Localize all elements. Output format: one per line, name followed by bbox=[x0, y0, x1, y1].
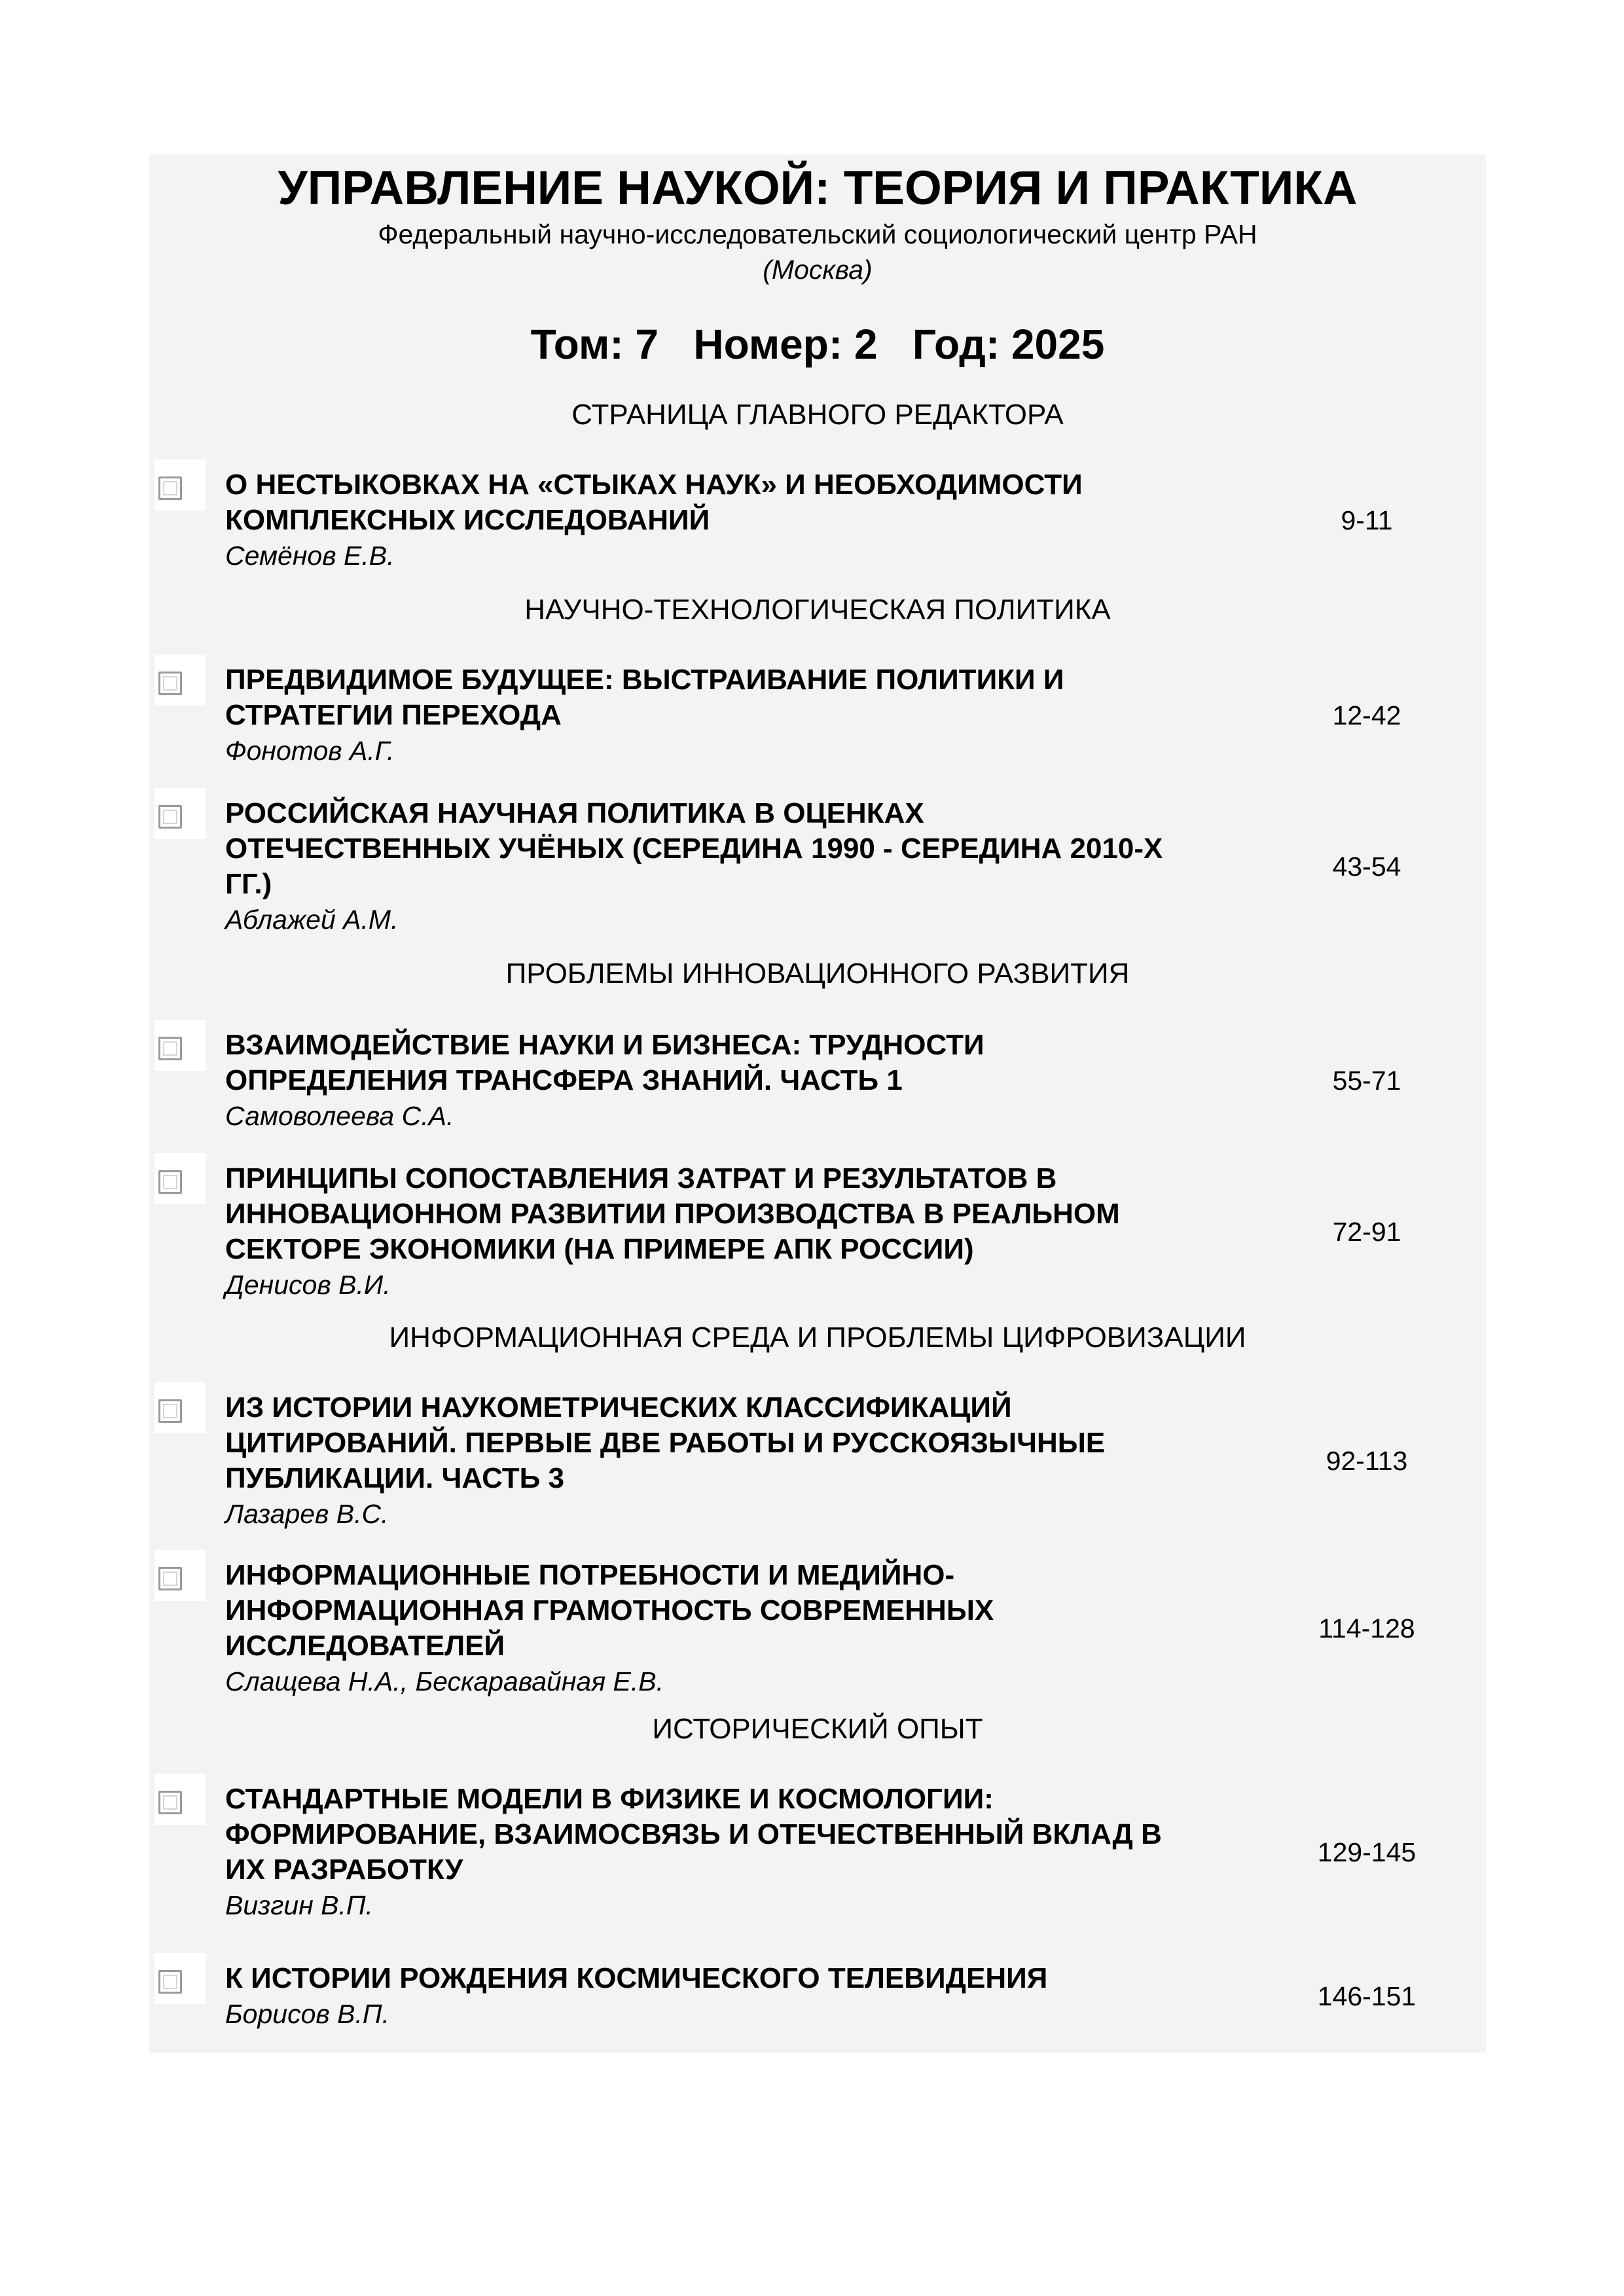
article-pages: 92-113 bbox=[1326, 1446, 1408, 1476]
article-title-line[interactable]: ВЗАИМОДЕЙСТВИЕ НАУКИ И БИЗНЕСА: ТРУДНОСТИ bbox=[225, 1029, 984, 1061]
issue-info: Том: 7 Номер: 2 Год: 2025 bbox=[530, 321, 1105, 368]
section-heading: СТРАНИЦА ГЛАВНОГО РЕДАКТОРА bbox=[571, 399, 1064, 431]
publisher: Федеральный научно-исследовательский социологический центр РАН bbox=[378, 219, 1257, 249]
article-authors: Семёнов Е.В. bbox=[225, 541, 395, 571]
article-title-line[interactable]: СТАНДАРТНЫЕ МОДЕЛИ В ФИЗИКЕ И КОСМОЛОГИИ: bbox=[225, 1783, 994, 1815]
article-pages: 129-145 bbox=[1317, 1837, 1416, 1867]
article-authors: Слащева Н.А., Бескаравайная Е.В. bbox=[225, 1666, 664, 1696]
article-title-line[interactable]: СТРАТЕГИИ ПЕРЕХОДА bbox=[225, 699, 562, 731]
article-select-checkbox[interactable] bbox=[158, 672, 182, 695]
article-title-line[interactable]: ИССЛЕДОВАТЕЛЕЙ bbox=[225, 1630, 505, 1662]
article-authors: Самоволеева С.А. bbox=[225, 1101, 454, 1131]
article-select-checkbox[interactable] bbox=[158, 1399, 182, 1423]
article-title-line[interactable]: РОССИЙСКАЯ НАУЧНАЯ ПОЛИТИКА В ОЦЕНКАХ bbox=[225, 797, 924, 829]
article-pages: 146-151 bbox=[1317, 1981, 1416, 2011]
article-pages: 43-54 bbox=[1332, 852, 1401, 882]
article-pages: 12-42 bbox=[1332, 700, 1401, 730]
article-title-line[interactable]: ЦИТИРОВАНИЙ. ПЕРВЫЕ ДВЕ РАБОТЫ И РУССКОЯЗЫЧНЫЕ bbox=[225, 1427, 1106, 1459]
article-title-line[interactable]: К ИСТОРИИ РОЖДЕНИЯ КОСМИЧЕСКОГО ТЕЛЕВИДЕНИЯ bbox=[225, 1962, 1048, 1994]
section-heading: НАУЧНО-ТЕХНОЛОГИЧЕСКАЯ ПОЛИТИКА bbox=[524, 594, 1111, 626]
article-select-checkbox[interactable] bbox=[158, 1567, 182, 1590]
section-heading: ИНФОРМАЦИОННАЯ СРЕДА И ПРОБЛЕМЫ ЦИФРОВИЗАЦИИ bbox=[389, 1321, 1246, 1354]
article-title-line[interactable]: КОМПЛЕКСНЫХ ИССЛЕДОВАНИЙ bbox=[225, 504, 710, 536]
article-title-line[interactable]: ИНФОРМАЦИОННЫЕ ПОТРЕБНОСТИ И МЕДИЙНО- bbox=[225, 1559, 955, 1591]
article-title-line[interactable]: О НЕСТЫКОВКАХ НА «СТЫКАХ НАУК» И НЕОБХОДИМОСТИ bbox=[225, 469, 1083, 501]
article-title-line[interactable]: ГГ.) bbox=[225, 868, 272, 900]
article-pages: 55-71 bbox=[1332, 1066, 1401, 1096]
article-authors: Визгин В.П. bbox=[225, 1890, 374, 1920]
article-title-line[interactable]: ФОРМИРОВАНИЕ, ВЗАИМОСВЯЗЬ И ОТЕЧЕСТВЕННЫЙ ВКЛАД В bbox=[225, 1818, 1162, 1850]
article-title-line[interactable]: ОПРЕДЕЛЕНИЯ ТРАНСФЕРА ЗНАНИЙ. ЧАСТЬ 1 bbox=[225, 1064, 903, 1096]
article-title-line[interactable]: ИХ РАЗРАБОТКУ bbox=[225, 1854, 463, 1886]
section-heading: ПРОБЛЕМЫ ИННОВАЦИОННОГО РАЗВИТИЯ bbox=[505, 958, 1130, 990]
publisher-city: (Москва) bbox=[763, 255, 873, 285]
article-title-line[interactable]: ИЗ ИСТОРИИ НАУКОМЕТРИЧЕСКИХ КЛАССИФИКАЦИЙ bbox=[225, 1391, 1012, 1424]
article-pages: 9-11 bbox=[1341, 505, 1393, 535]
article-authors: Аблажей А.М. bbox=[225, 905, 399, 935]
article-authors: Лазарев В.С. bbox=[225, 1499, 389, 1529]
article-authors: Фонотов А.Г. bbox=[225, 736, 395, 766]
article-title-line[interactable]: ИННОВАЦИОННОМ РАЗВИТИИ ПРОИЗВОДСТВА В РЕАЛЬНОМ bbox=[225, 1198, 1120, 1230]
article-select-checkbox[interactable] bbox=[158, 1791, 182, 1814]
article-pages: 72-91 bbox=[1332, 1217, 1401, 1247]
article-title-line[interactable]: ПРЕДВИДИМОЕ БУДУЩЕЕ: ВЫСТРАИВАНИЕ ПОЛИТИКИ И bbox=[225, 664, 1064, 696]
article-select-checkbox[interactable] bbox=[158, 476, 182, 500]
article-pages: 114-128 bbox=[1318, 1613, 1415, 1643]
article-title-line[interactable]: ОТЕЧЕСТВЕННЫХ УЧЁНЫХ (СЕРЕДИНА 1990 - СЕРЕДИНА 2010-Х bbox=[225, 833, 1163, 865]
article-title-line[interactable]: ПРИНЦИПЫ СОПОСТАВЛЕНИЯ ЗАТРАТ И РЕЗУЛЬТАТОВ В bbox=[225, 1162, 1057, 1194]
article-title-line[interactable]: ИНФОРМАЦИОННАЯ ГРАМОТНОСТЬ СОВРЕМЕННЫХ bbox=[225, 1594, 994, 1626]
article-select-checkbox[interactable] bbox=[158, 1970, 182, 1994]
article-title-line[interactable]: СЕКТОРЕ ЭКОНОМИКИ (НА ПРИМЕРЕ АПК РОССИИ) bbox=[225, 1233, 974, 1265]
article-authors: Денисов В.И. bbox=[225, 1270, 391, 1300]
article-select-checkbox[interactable] bbox=[158, 1170, 182, 1194]
section-heading: ИСТОРИЧЕСКИЙ ОПЫТ bbox=[652, 1713, 983, 1745]
article-authors: Борисов В.П. bbox=[225, 1999, 390, 2029]
article-select-checkbox[interactable] bbox=[158, 805, 182, 829]
issue-contents-panel bbox=[149, 154, 1486, 2053]
article-select-checkbox[interactable] bbox=[158, 1037, 182, 1060]
journal-title: УПРАВЛЕНИЕ НАУКОЙ: ТЕОРИЯ И ПРАКТИКА bbox=[278, 162, 1358, 215]
article-title-line[interactable]: ПУБЛИКАЦИИ. ЧАСТЬ 3 bbox=[225, 1462, 564, 1494]
